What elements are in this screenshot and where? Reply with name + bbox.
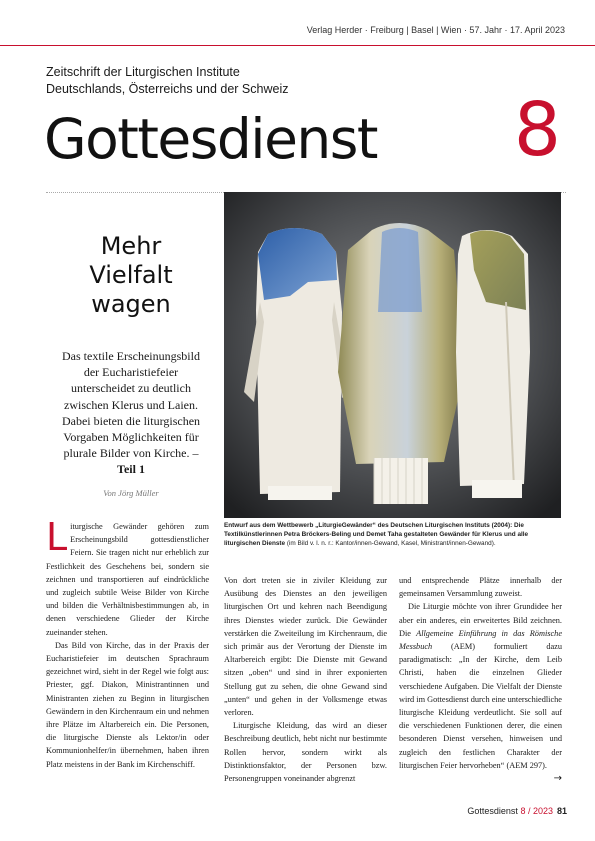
- caption-bold: Entwurf aus dem Wettbewerb „LiturgieGewänder“ des Deutschen Liturgischen Instituts (2004): Die Textilkünstlerinnen Petra Bröckers-Beling und Demet Taha gestalteten Gewänder für Klerus und alle liturgischen Dienste: [224, 522, 529, 548]
- paragraph: Das Bild von Kirche, das in der Praxis der Eucharistiefeier im deutschen Sprachraum gezeichnet wird, sieht in der Regel wie folgt aus: Priester, ggf. Diakon, Ministrantinnen und Ministranten ziehen zu Beginn in liturgischen Gewändern in den Kirchenraum ein und nehmen ihre Plätze im Altarbereich ein. Die Personen, die liturgische Dienste als Lektor/in oder Kommunionhelfer/in übernehmen, haben ihren Platz meistens in der Bank im Kirchenschiff.: [46, 640, 209, 769]
- lead-part-label: Teil 1: [117, 462, 145, 477]
- paragraph-text: Die Liturgie möchte von ihrer Grundidee her aber ein anderes, ein erweitertes Bild zeichnen. Die: [399, 602, 562, 638]
- issue-number: 8: [513, 87, 561, 173]
- photo-caption: [224, 521, 561, 549]
- drop-cap: L: [46, 515, 68, 559]
- publisher-line: Verlag Herder · Freiburg | Basel | Wien · 57. Jahr · 17. April 2023: [306, 25, 565, 35]
- paragraph: [399, 600, 562, 785]
- paragraph: [46, 515, 209, 639]
- vestments-illustration: [224, 192, 561, 518]
- continue-arrow-icon: →: [553, 773, 562, 785]
- lead-text: Das textile Erscheinungsbild der Eucharistiefeier unterscheidet zu deutlich zwischen Klerus und Laien. Dabei bieten die liturgischen Vorgaben Möglichkeiten für plurale Bilder von Kirche. –: [61, 349, 201, 461]
- subtitle-line-2: Deutschlands, Österreichs und der Schweiz: [46, 82, 289, 96]
- altar-server-robe: [456, 230, 530, 498]
- text-column-3: [399, 574, 562, 785]
- text-column-2: [224, 574, 387, 785]
- article-author: Von Jörg Müller: [103, 488, 159, 498]
- paragraph-text: iturgische Gewänder gehören zum Erscheinungsbild gottesdienstlicher Feiern. Sie tragen nicht nur erheblich zur Festlichkeit des Geschehens bei, sondern sie zeichnen und transportieren auf eindrückliche und zugleich subtile Weise Bilder von Kirche und bilden die Verhältnisbestimmungen ab, in denen verschiedene Glieder der Kirche zueinander stehen.: [46, 522, 209, 637]
- text-column-1: [46, 515, 209, 771]
- page-number: 81: [556, 806, 567, 816]
- footer-issue: 8 / 2023: [520, 806, 553, 816]
- masthead-title: Gottesdienst: [44, 107, 378, 171]
- header-rule: [0, 45, 595, 46]
- journal-subtitle: [46, 64, 288, 98]
- book-title: Allgemeine Einführung in das Römische Messbuch: [399, 628, 562, 652]
- page-footer: [467, 806, 567, 816]
- footer-journal: Gottesdienst: [467, 806, 518, 816]
- article-lead: [56, 348, 206, 478]
- headline-line-2: Vielfalt: [89, 261, 173, 289]
- article-headline: [56, 232, 206, 319]
- paragraph: und entsprechende Plätze innerhalb der gemeinsamen Versammlung zuweist.: [399, 576, 562, 599]
- headline-line-1: Mehr: [100, 232, 162, 260]
- paragraph: Liturgische Kleidung, das wird an dieser Beschreibung deutlich, hebt nicht nur bestimmte Rollen hervor, sondern wirkt als Distinktionsfaktor, der Personen bzw. Personengruppen voneinander abgrenzt: [224, 721, 387, 784]
- vestments-photo: [224, 192, 561, 518]
- headline-line-3: wagen: [91, 290, 171, 318]
- cantor-robe: [244, 228, 350, 500]
- caption-rest: (im Bild v. l. n. r.: Kantor/innen-Gewand, Kasel, Ministrant/innen-Gewand).: [285, 540, 496, 548]
- paragraph: Von dort treten sie in ziviler Kleidung zur Ausübung des Dienstes an den jeweiligen liturgischen Ort und kehren nach Beendigung ihres Dienstes wieder zurück. Die Gewänder verstärken die Zweiteilung im Kirchenraum, die sich primär aus der Verortung der Dienste im Altarbereich ergibt: Die Dienste mit Gewand sitzen „oben“ und sind in ihrer exponierten Stellung gut zu sehen, die ohne Gewand sind „unten“ und gehen in der Volksmenge etwas verloren.: [224, 576, 387, 718]
- paragraph-text: (AEM) formuliert dazu paradigmatisch: „In der Kirche, dem Leib Christi, haben die einzelnen Glieder verschiedene Aufgaben. Die Vielfalt der Dienste wird im Gottesdienst durch eine unterschiedliche liturgische Kleidung verdeutlicht. Sie soll auf die verschiedenen Funktionen derer, die einen besonderen Dienst versehen, hinweisen und zugleich den festlichen Charakter der liturgischen Feier hervorheben“ (AEM 297).: [399, 642, 562, 770]
- subtitle-line-1: Zeitschrift der Liturgischen Institute: [46, 65, 240, 79]
